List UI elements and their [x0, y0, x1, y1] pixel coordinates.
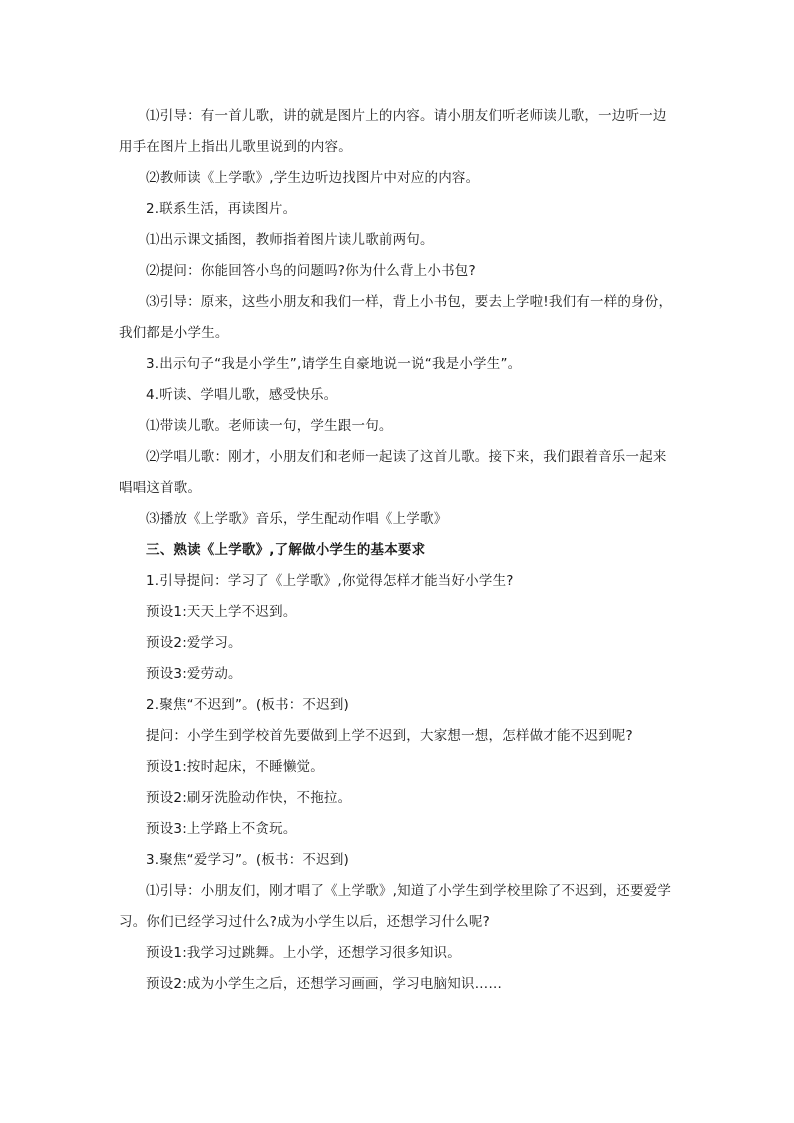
paragraph-question-bird: ⑵提问：你能回答小鸟的问题吗?你为什么背上小书包? — [146, 263, 476, 279]
paragraph-teacher-reads: ⑵教师读《上学歌》,学生边听边找图片中对应的内容。 — [146, 170, 480, 186]
paragraph-learn-singing: ⑵学唱儿歌：刚才，小朋友们和老师一起读了这首儿歌。接下来，我们跟着音乐一起来唱唱这首歌。 — [119, 449, 667, 496]
paragraph-lead-reading: ⑴带读儿歌。老师读一句，学生跟一句。 — [146, 418, 393, 434]
paragraph-step-3: 3.出示句子“我是小学生”,请学生自豪地说一说“我是小学生”。 — [146, 356, 522, 372]
paragraph-preset-1c: 预设1:我学习过跳舞。上小学，还想学习很多知识。 — [146, 945, 461, 961]
paragraph-guide-students: ⑶引导：原来，这些小朋友和我们一样，背上小书包，要去上学啦!我们有一样的身份，我们都是小学生。 — [119, 294, 673, 341]
paragraph-guide-song: ⑴引导：有一首儿歌，讲的就是图片上的内容。请小朋友们听老师读儿歌，一边听一边用手在图片上指出儿歌里说到的内容。 — [119, 108, 667, 155]
paragraph-guide-love-learning: ⑴引导：小朋友们，刚才唱了《上学歌》,知道了小学生到学校里除了不迟到，还要爱学习。你们已经学习过什么?成为小学生以后，还想学习什么呢? — [119, 883, 672, 930]
paragraph-preset-1a: 预设1:天天上学不迟到。 — [146, 604, 297, 620]
paragraph-preset-1b: 预设1:按时起床，不睡懒觉。 — [146, 759, 324, 775]
paragraph-preset-3b: 预设3:上学路上不贪玩。 — [146, 821, 297, 837]
document-body — [119, 101, 677, 1000]
paragraph-question-not-late: 提问：小学生到学校首先要做到上学不迟到，大家想一想，怎样做才能不迟到呢? — [146, 728, 633, 744]
paragraph-show-illustration: ⑴出示课文插图，教师指着图片读儿歌前两句。 — [146, 232, 434, 248]
paragraph-step-2: 2.联系生活，再读图片。 — [146, 201, 297, 217]
paragraph-preset-2c: 预设2:成为小学生之后，还想学习画画，学习电脑知识…… — [146, 976, 503, 992]
paragraph-preset-2a: 预设2:爱学习。 — [146, 635, 242, 651]
section-heading-3: 三、熟读《上学歌》,了解做小学生的基本要求 — [146, 542, 426, 558]
paragraph-step-4: 4.听读、学唱儿歌，感受快乐。 — [146, 387, 338, 403]
paragraph-preset-3a: 预设3:爱劳动。 — [146, 666, 242, 682]
paragraph-guide-question: 1.引导提问：学习了《上学歌》,你觉得怎样才能当好小学生? — [146, 573, 514, 589]
paragraph-play-music: ⑶播放《上学歌》音乐，学生配动作唱《上学歌》 — [146, 511, 448, 527]
paragraph-focus-not-late: 2.聚焦“不迟到”。(板书：不迟到) — [146, 697, 350, 713]
paragraph-preset-2b: 预设2:刷牙洗脸动作快，不拖拉。 — [146, 790, 352, 806]
paragraph-focus-love-learning: 3.聚焦“爱学习”。(板书：不迟到) — [146, 852, 350, 868]
